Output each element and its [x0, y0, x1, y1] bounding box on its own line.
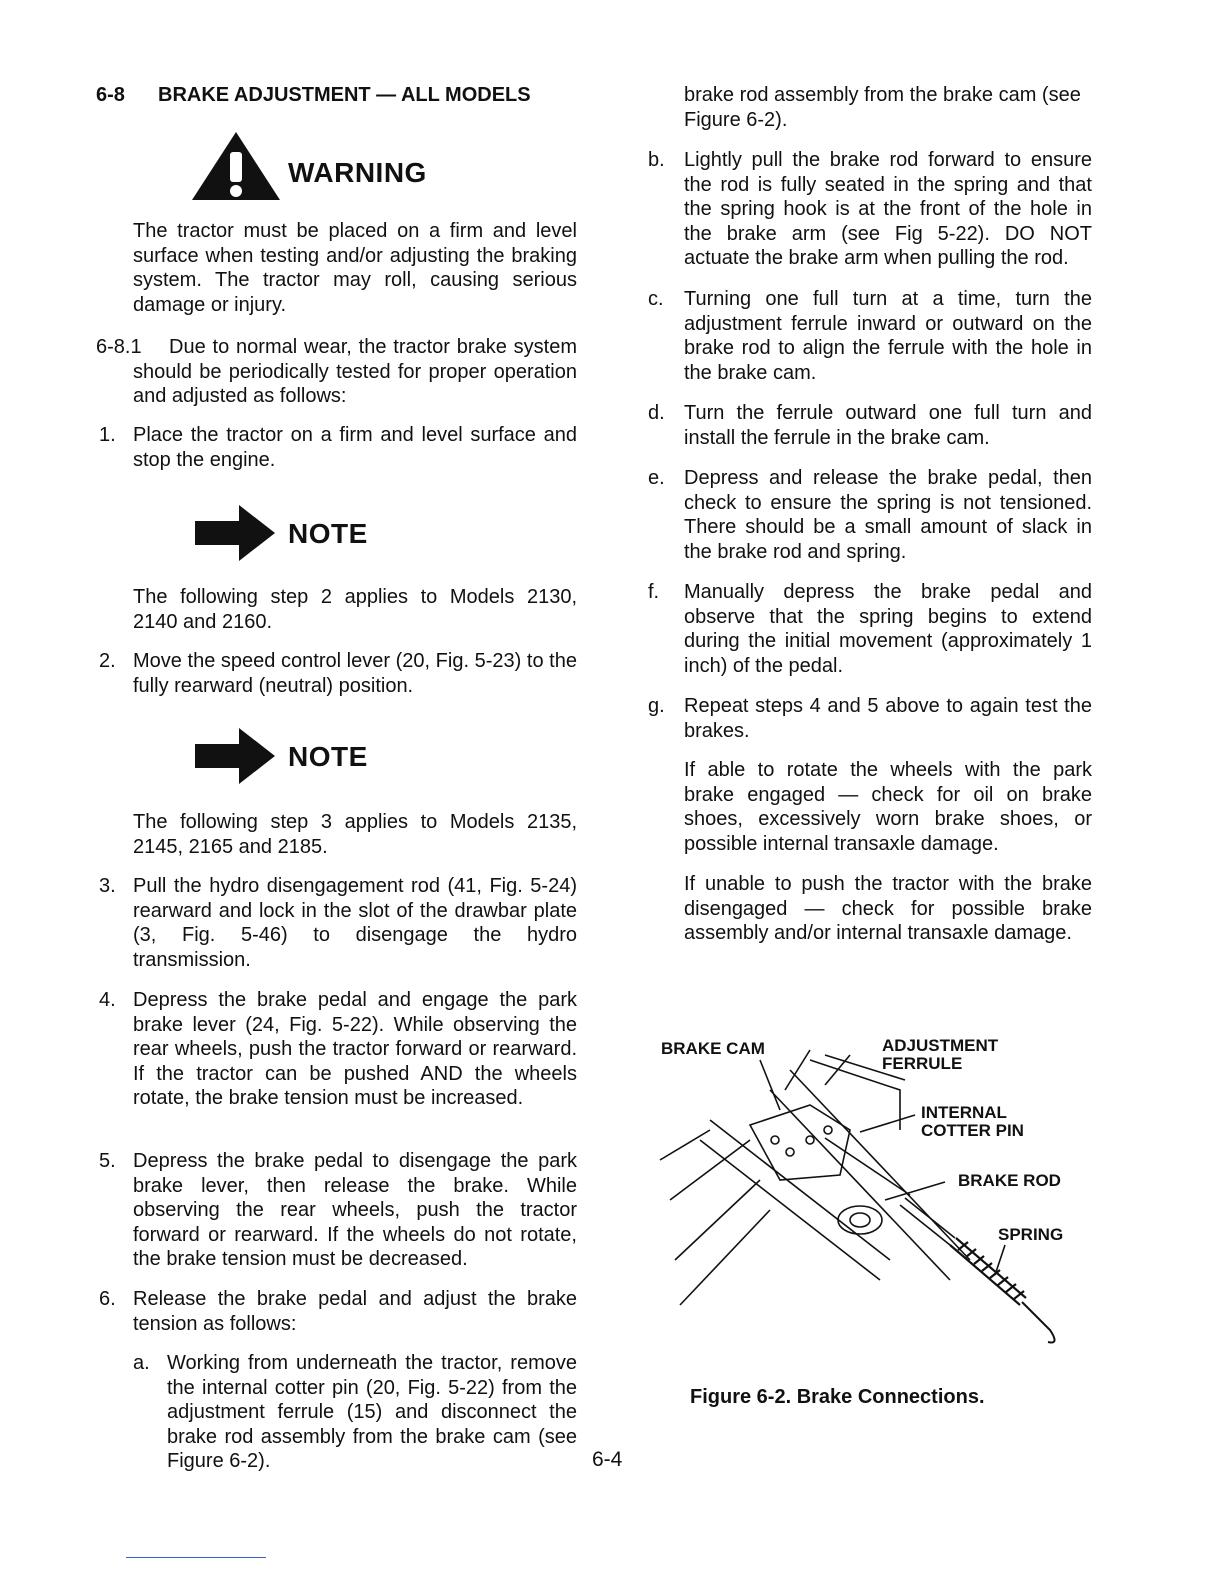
substep-letter: g.: [648, 695, 665, 717]
note-text: The following step 2 applies to Models 2130, 2140 and 2160.: [133, 586, 577, 633]
substep-letter: e.: [648, 467, 665, 489]
figure-label-adjustment: ADJUSTMENT: [882, 1036, 999, 1055]
followup-text: If able to rotate the wheels with the park brake engaged — check for oil on brake shoes, excessively worn brake shoes, or possible internal transaxle damage.: [684, 759, 1092, 855]
brake-connections-illustration: [650, 1030, 1110, 1360]
note-label: NOTE: [288, 741, 368, 772]
substep-text-continued: brake rod assembly from the brake cam (see Figure 6-2).: [684, 84, 1081, 131]
note-label: NOTE: [288, 518, 368, 549]
arrow-right-icon: [195, 505, 277, 561]
figure-label-brake-cam: BRAKE CAM: [661, 1039, 765, 1058]
figure-label-internal: INTERNAL: [921, 1103, 1007, 1122]
note-text: The following step 3 applies to Models 2135, 2145, 2165 and 2185.: [133, 811, 577, 858]
figure-label-spring: SPRING: [998, 1225, 1064, 1244]
figure-caption: Figure 6-2. Brake Connections.: [690, 1386, 985, 1408]
substep-text: Lightly pull the brake rod forward to ensure the rod is fully seated in the spring and that the spring hook is at the front of the hole in the brake arm (see Fig 5-22). DO NOT actuate the brake arm when pulling the rod.: [684, 149, 1092, 269]
intro-text: Due to normal wear, the tractor brake system should be periodically tested for proper operation and adjusted as follows:: [133, 336, 577, 407]
figure-label-cotter-pin: COTTER PIN: [921, 1121, 1024, 1140]
substep-letter: a.: [133, 1352, 150, 1374]
page-number: 6-4: [592, 1448, 623, 1471]
section-number: 6-8: [96, 84, 125, 106]
step-number: 4.: [99, 989, 116, 1011]
section-heading: [96, 82, 531, 108]
step-number: 2.: [99, 650, 116, 672]
substep-text: Turning one full turn at a time, turn the adjustment ferrule inward or outward on the brake rod to align the ferrule with the hole in the brake cam.: [684, 288, 1092, 384]
figure-label-ferrule: FERRULE: [882, 1054, 963, 1073]
step-text: Pull the hydro disengagement rod (41, Fig. 5-24) rearward and lock in the slot of the drawbar plate (3, Fig. 5-46) to disengage the hydro transmission.: [133, 875, 577, 971]
step-number: 1.: [99, 424, 116, 446]
step-number: 3.: [99, 875, 116, 897]
substep-text: Turn the ferrule outward one full turn and install the ferrule in the brake cam.: [684, 402, 1092, 449]
warning-label: WARNING: [288, 157, 427, 188]
step-text: Place the tractor on a firm and level surface and stop the engine.: [133, 424, 577, 471]
figure-label-brake-rod: BRAKE ROD: [958, 1171, 1061, 1190]
substep-text: Working from underneath the tractor, remove the internal cotter pin (20, Fig. 5-22) from the adjustment ferrule (15) and disconnect the brake rod assembly from the brake cam (see Figure 6-2).: [167, 1352, 577, 1472]
step-text: Move the speed control lever (20, Fig. 5-23) to the fully rearward (neutral) position.: [133, 650, 577, 697]
arrow-right-icon: [195, 728, 277, 784]
step-number: 6.: [99, 1288, 116, 1310]
substep-letter: c.: [648, 288, 664, 310]
step-number: 5.: [99, 1150, 116, 1172]
warning-text: The tractor must be placed on a firm and level surface when testing and/or adjusting the braking system. The tractor may roll, causing serious damage or injury.: [133, 220, 577, 316]
substep-text: Manually depress the brake pedal and observe that the spring begins to extend during the initial movement (approximately 1 inch) of the pedal.: [684, 581, 1092, 677]
substep-text: Depress and release the brake pedal, then check to ensure the spring is not tensioned. There should be a small amount of slack in the brake rod and spring.: [684, 467, 1092, 563]
substep-letter: f.: [648, 581, 660, 603]
warning-icon: [190, 130, 282, 202]
substep-text: Repeat steps 4 and 5 above to again test the brakes.: [684, 695, 1092, 742]
substep-letter: d.: [648, 402, 665, 424]
step-text: Depress the brake pedal and engage the park brake lever (24, Fig. 5-22). While observing the rear wheels, push the tractor forward or rearward. If the tractor can be pushed AND the wheels rotate, the brake tension must be increased.: [133, 989, 577, 1109]
footer-rule: [126, 1557, 266, 1558]
intro-number: 6-8.1: [96, 336, 142, 358]
step-text: Depress the brake pedal to disengage the park brake lever, then release the brake. While observing the rear wheels, push the tractor forward or rearward. If the wheels do not rotate, the brake tension must be decreased.: [133, 1150, 577, 1270]
section-title: BRAKE ADJUSTMENT — ALL MODELS: [158, 84, 531, 106]
substep-letter: b.: [648, 149, 665, 171]
followup-text: If unable to push the tractor with the brake disengaged — check for possible brake assembly and/or internal transaxle damage.: [684, 873, 1092, 944]
step-text: Release the brake pedal and adjust the brake tension as follows:: [133, 1288, 577, 1335]
